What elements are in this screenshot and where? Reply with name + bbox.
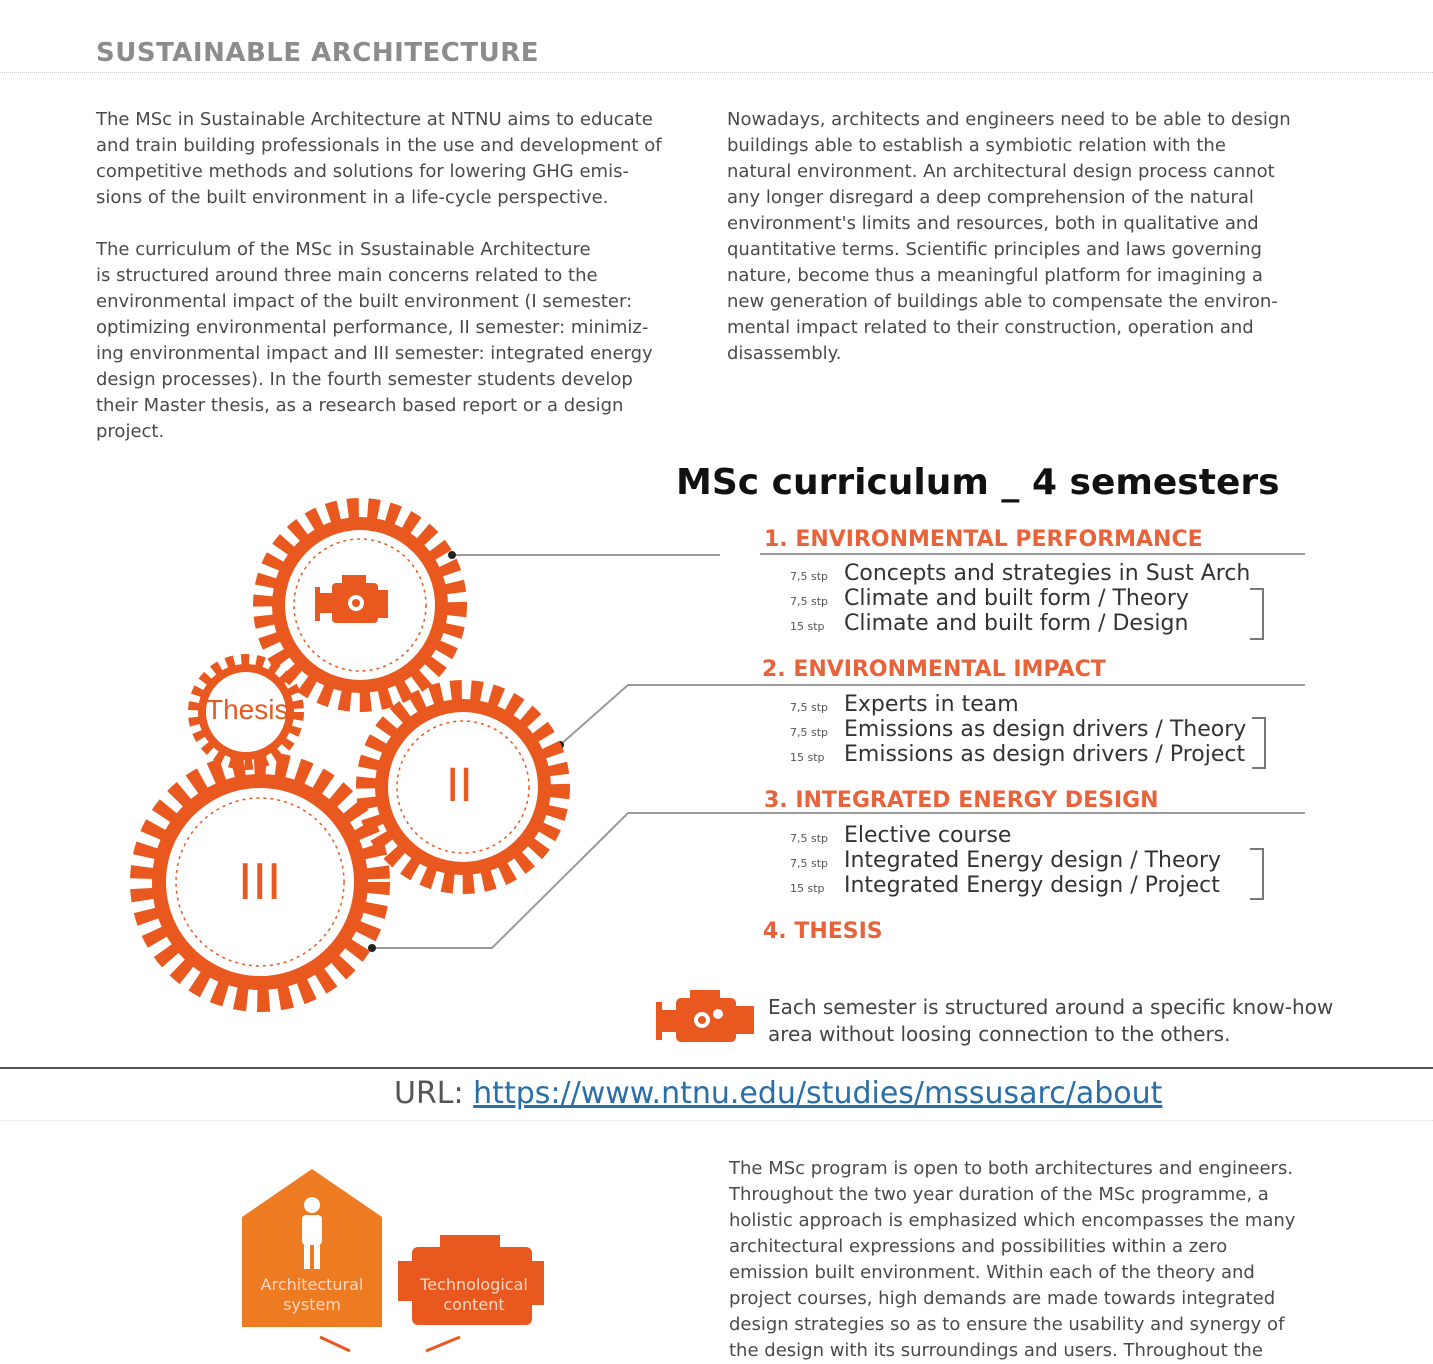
course-row: 15 stp Integrated Energy design / Project xyxy=(790,873,1220,898)
course-row: 7,5 stp Experts in team xyxy=(790,692,1019,717)
curriculum-note: Each semester is structured around a specific know-how area without loosing connection to the others. xyxy=(768,995,1334,1046)
intro-paragraph-1: The MSc in Sustainable Architecture at NTNU aims to educate and train building professionals in the use and development of competitive methods and solutions for lowering GHG emis- sions of the built environment in a life-cycle perspective. xyxy=(96,109,662,208)
semester-3-rule xyxy=(628,812,1305,814)
title-divider xyxy=(0,72,1433,73)
course-row: 15 stp Emissions as design drivers / Project xyxy=(790,742,1246,767)
gear-ii-label: II xyxy=(446,759,473,812)
url-label: URL: xyxy=(394,1076,464,1111)
course-row: 15 stp Climate and built form / Design xyxy=(790,611,1189,636)
thesis-gear-label: Thesis xyxy=(206,694,289,725)
course-row: 7,5 stp Integrated Energy design / Theory xyxy=(790,848,1222,873)
url-link[interactable]: https://www.ntnu.edu/studies/mssusarc/about xyxy=(473,1076,1163,1111)
semester-2-heading: 2. ENVIRONMENTAL IMPACT xyxy=(762,657,1106,682)
gears-diagram xyxy=(120,495,720,1025)
semester-4-heading: 4. THESIS xyxy=(763,919,883,944)
semester-1-heading: 1. ENVIRONMENTAL PERFORMANCE xyxy=(764,527,1203,552)
course-bracket xyxy=(1252,717,1266,769)
course-row: 7,5 stp Concepts and strategies in Sust Arch xyxy=(790,561,1251,586)
course-bracket xyxy=(1250,848,1264,900)
course-bracket xyxy=(1250,588,1264,640)
arrow-left xyxy=(320,1337,350,1351)
intro-paragraph-2: The curriculum of the MSc in Ssustainable Architecture is structured around three main concerns related to the environmental impact of the built environment (I semester: optimizing environmental performance, II semester: minimiz- ing environmental impact and III semester: integrated energy design processes). In the fourth semester students develop their Master thesis, as a research based report or a design project. xyxy=(96,239,653,442)
lower-diagram xyxy=(230,1165,560,1356)
course-row: 7,5 stp Emissions as design drivers / Theory xyxy=(790,717,1247,742)
gear-semester-1 xyxy=(264,509,456,701)
course-row: 7,5 stp Elective course xyxy=(790,823,1012,848)
semester-2-rule xyxy=(628,684,1305,686)
url-line xyxy=(394,1076,1162,1111)
lower-divider xyxy=(0,1120,1433,1121)
architectural-system-label: Architectural system xyxy=(260,1275,364,1314)
connector-line-2 xyxy=(560,685,720,745)
lower-paragraph: The MSc program is open to both architectures and engineers. Throughout the two year duration of the MSc programme, a holistic approach is emphasized which encompasses the many architectural expressions and possibilities within a zero emission built environment. Within each of the theory and project courses, high demands are made towards integrated design strategies so as to ensure the usability and synergy of the design with its surroundings and users. Throughout the xyxy=(729,1158,1296,1361)
gear-iii-label: III xyxy=(238,853,282,911)
curriculum-title: MSc curriculum _ 4 semesters xyxy=(676,462,1280,503)
semester-1-rule xyxy=(760,553,1305,555)
semester-3-heading: 3. INTEGRATED ENERGY DESIGN xyxy=(764,788,1159,813)
page-divider xyxy=(0,1067,1433,1069)
technological-content-label: Technological content xyxy=(420,1275,528,1314)
section-title: SUSTAINABLE ARCHITECTURE xyxy=(96,38,540,68)
arrow-right xyxy=(426,1337,460,1351)
engine-icon xyxy=(654,986,758,1046)
course-row: 7,5 stp Climate and built form / Theory xyxy=(790,586,1189,611)
intro-paragraph-3: Nowadays, architects and engineers need to be able to design buildings able to establish a symbiotic relation with the natural environment. An architectural design process cannot any longer disregard a deep comprehension of the natural environment's limits and resources, both in qualitative and quantitative terms. Scientific principles and laws governing nature, become thus a meaningful platform for imagining a new generation of buildings able to compensate the environ- mental impact related to their construction, operation and disassembly. xyxy=(727,109,1291,364)
